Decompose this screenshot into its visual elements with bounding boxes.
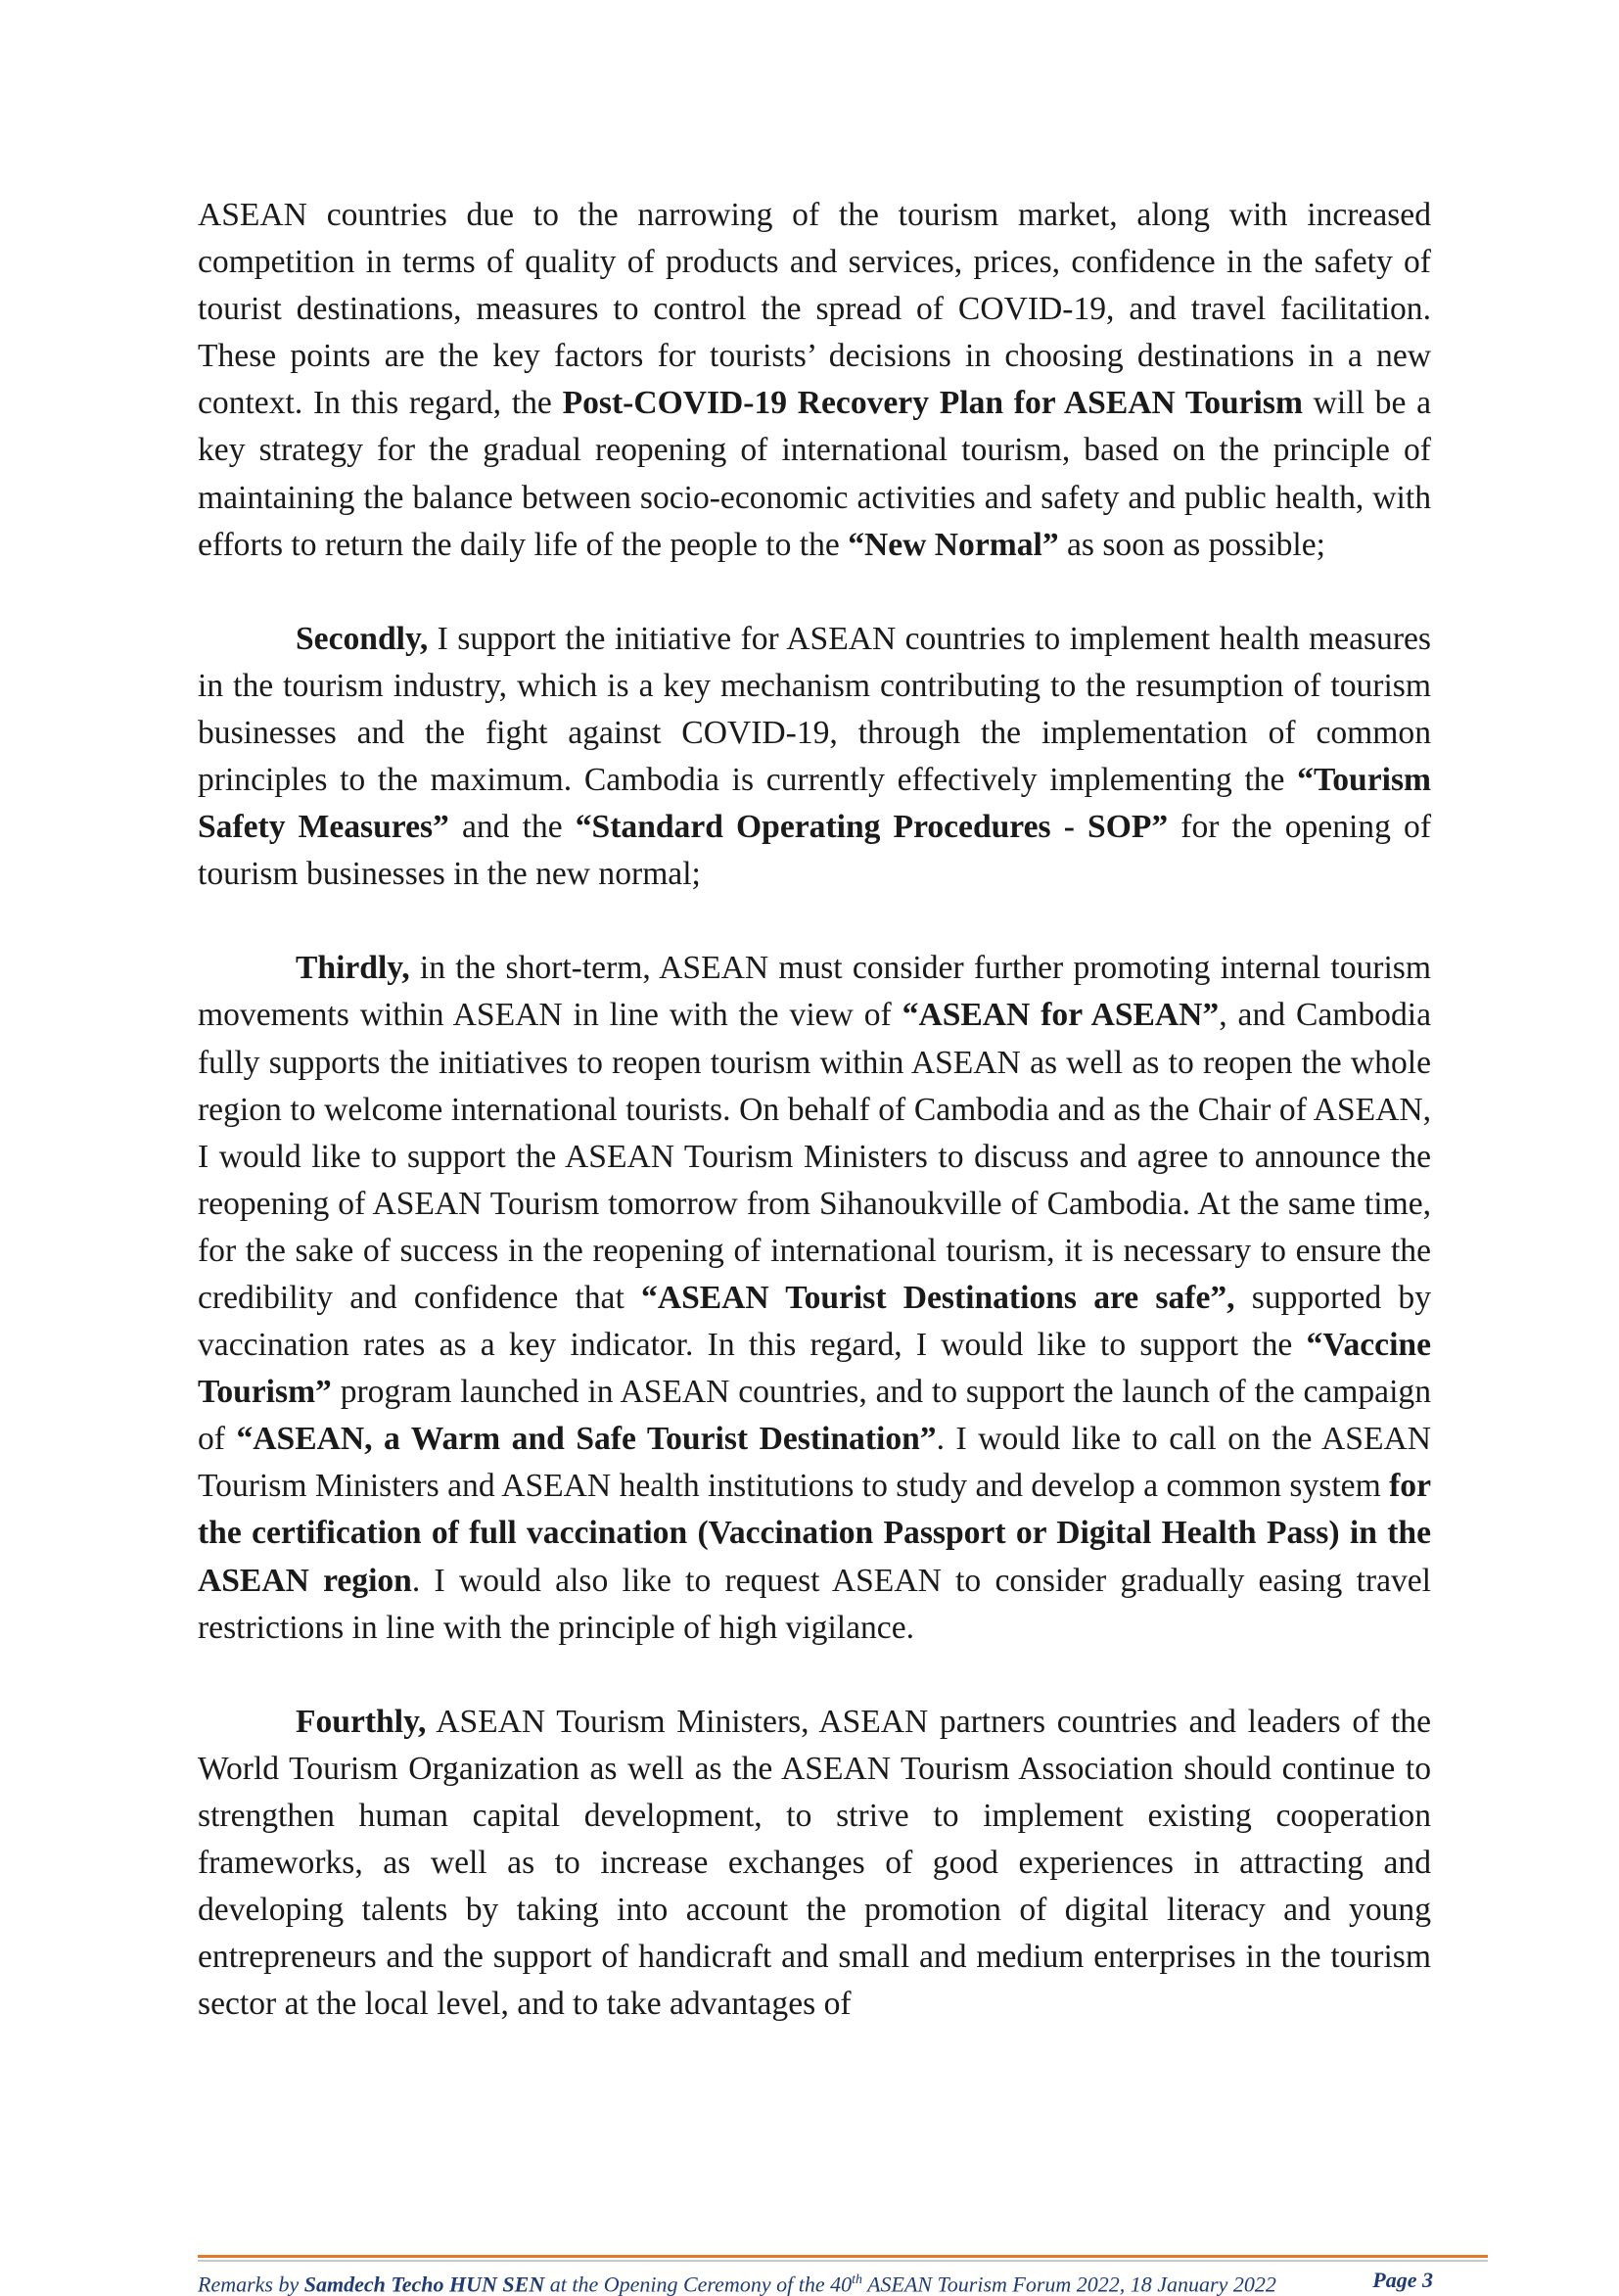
vaccine-tourism-term: “Vaccine Tourism”	[198, 1327, 1431, 1411]
paragraph-secondly: Secondly, I support the initiative for ASEAN countries to implement health measures in the tourism industry, which is a key mechanism contributing to the resumption of tourism businesses and the fight against COVID-19, through the implementation of common principles to the maximum. Cambodia is currently effectively implementing the “Tourism Safety Measures” and the “Standard Operating Procedures - SOP” for the opening of tourism businesses in the new normal;	[198, 620, 1431, 893]
thirdly-heading: Thirdly,	[296, 950, 410, 987]
paragraph-thirdly: Thirdly, in the short-term, ASEAN must consider further promoting internal tourism movements within ASEAN in line with the view of “ASEAN for ASEAN”, and Cambodia fully supports the initiatives to reopen tourism within ASEAN as well as to reopen the whole region to welcome international tourists. On behalf of Cambodia and as the Chair of ASEAN, I would like to support the ASEAN Tourism Ministers to discuss and agree to announce the reopening of ASEAN Tourism tomorrow from Sihanoukville of Cambodia. At the same time, for the sake of success in the reopening of international tourism, it is necessary to ensure the credibility and confidence that “ASEAN Tourist Destinations are safe”, supported by vaccination rates as a key indicator. In this regard, I would like to support the “Vaccine Tourism” program launched in ASEAN countries, and to support the launch of the campaign of “ASEAN, a Warm and Safe Tourist Destination”. I would like to call on the ASEAN Tourism Ministers and ASEAN health institutions to study and develop a common system for the certification of full vaccination (Vaccination Passport or Digital Health Pass) in the ASEAN region. I would also like to request ASEAN to consider gradually easing travel restrictions in line with the principle of high vigilance.	[198, 950, 1432, 1646]
footer-rule-shadow	[198, 2260, 1488, 2262]
footer-rule	[198, 2255, 1488, 2258]
secondly-heading: Secondly,	[296, 620, 429, 657]
page-number: Page 3	[1372, 2268, 1433, 2292]
footer-speaker: Samdech Techo HUN SEN	[303, 2272, 545, 2296]
page-footer: Remarks by Samdech Techo HUN SEN at the Opening Ceremony of the 40th ASEAN Tourism Forum 2022, 18 January 2022 Page 3	[198, 2268, 1433, 2296]
destinations-safe-term: “ASEAN Tourist Destinations are safe”,	[641, 1279, 1235, 1316]
new-normal-term: “New Normal”	[848, 526, 1059, 563]
paragraph-tourism-market: ASEAN countries due to the narrowing of the tourism market, along with increased competition in terms of quality of products and services, prices, confidence in the safety of tourist destinations, measures to control the spread of COVID-19, and travel facilitation. These points are the key factors for tourists’ decisions in choosing destinations in a new context. In this regard, the Post-COVID-19 Recovery Plan for ASEAN Tourism will be a key strategy for the gradual reopening of international tourism, based on the principle of maintaining the balance between socio-economic activities and safety and public health, with efforts to return the daily life of the people to the “New Normal” as soon as possible;	[198, 197, 1431, 563]
campaign-title: “ASEAN, a Warm and Safe Tourist Destination”	[236, 1421, 937, 1458]
recovery-plan-title: Post-COVID-19 Recovery Plan for ASEAN Tourism	[562, 385, 1303, 422]
vaccination-certification-term: for the certification of full vaccination (Vaccination Passport or Digital Health Pass) in the ASEAN region	[198, 1468, 1431, 1599]
sop-term: “Standard Operating Procedures - SOP”	[575, 809, 1169, 846]
body-text	[198, 192, 1431, 2028]
fourthly-heading: Fourthly,	[296, 1703, 427, 1740]
paragraph-fourthly: Fourthly, ASEAN Tourism Ministers, ASEAN partners countries and leaders of the World Tourism Organization as well as the ASEAN Tourism Association should continue to strengthen human capital development, to strive to implement existing cooperation frameworks, as well as to increase exchanges of good experiences in attracting and developing talents by taking into account the promotion of digital literacy and young entrepreneurs and the support of handicraft and small and medium enterprises in the tourism sector at the local level, and to take advantages of	[198, 1703, 1431, 2023]
tourism-safety-measures-term: “Tourism Safety Measures”	[198, 762, 1431, 846]
asean-for-asean-term: “ASEAN for ASEAN”	[902, 997, 1220, 1034]
